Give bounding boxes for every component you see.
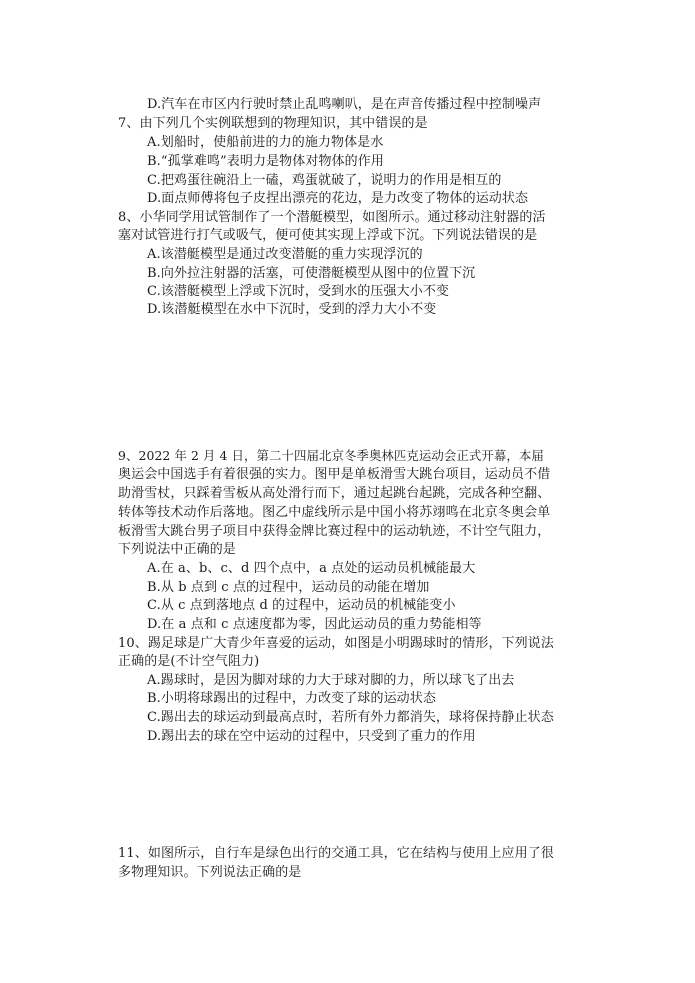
q7-option-b: B.“孤掌难鸣”表明力是物体对物体的作用 [147, 154, 384, 169]
q10-stem-line2: 正确的是(不计空气阻力) [118, 654, 260, 669]
q9-stem-line2: 奥运会中国选手有着很强的实力。图甲是单板滑雪大跳台项目，运动员不借 [118, 467, 551, 482]
q10-option-d: D.踢出去的球在空中运动的过程中，只受到了重力的作用 [147, 729, 476, 744]
q9-stem-line1: 9、2022 年 2 月 4 日，第二十四届北京冬季奥林匹克运动会正式开幕，本届 [118, 448, 544, 463]
q9-stem-line6: 下列说法中正确的是 [118, 542, 236, 557]
q9-option-d: D.在 a 点和 c 点速度都为零，因此运动员的重力势能相等 [147, 617, 482, 632]
q9-option-a: A.在 a、b、c、d 四个点中，a 点处的运动员机械能最大 [147, 561, 476, 576]
q10-option-c: C.踢出去的球运动到最高点时，若所有外力都消失，球将保持静止状态 [147, 710, 554, 725]
q8-option-b: B.向外拉注射器的活塞，可使潜艇模型从图中的位置下沉 [147, 266, 476, 281]
q11-stem-line2: 多物理知识。下列说法正确的是 [118, 865, 302, 880]
q8-stem-line1: 8、小华同学用试管制作了一个潜艇模型，如图所示。通过移动注射器的活 [118, 210, 546, 225]
q9-stem-line5: 板滑雪大跳台男子项目中获得金牌比赛过程中的运动轨迹，不计空气阻力， [118, 524, 551, 539]
q9-stem-line4: 转体等技术动作后落地。图乙中虚线所示是中国小将苏翊鸣在北京冬奥会单 [118, 505, 551, 520]
q11-stem-line1: 11、如图所示，自行车是绿色出行的交通工具，它在结构与使用上应用了很 [118, 846, 554, 861]
q9-option-c: C.从 c 点到落地点 d 的过程中，运动员的机械能变小 [147, 598, 456, 613]
q8-option-d: D.该潜艇模型在水中下沉时，受到的浮力大小不变 [147, 302, 437, 317]
q7-option-a: A.划船时，使船前进的力的施力物体是水 [147, 135, 384, 150]
q6-option-d: D.汽车在市区内行驶时禁止乱鸣喇叭，是在声音传播过程中控制噪声 [147, 97, 542, 112]
q7-stem: 7、由下列几个实例联想到的物理知识，其中错误的是 [118, 116, 428, 131]
q10-stem-line1: 10、踢足球是广大青少年喜爱的运动，如图是小明踢球时的情形，下列说法 [118, 636, 554, 651]
q10-option-a: A.踢球时，是因为脚对球的力大于球对脚的力，所以球飞了出去 [147, 673, 515, 688]
q8-option-c: C.该潜艇模型上浮或下沉时，受到水的压强大小不变 [147, 284, 450, 299]
q7-option-c: C.把鸡蛋往碗沿上一磕，鸡蛋就破了，说明力的作用是相互的 [147, 173, 502, 188]
q8-option-a: A.该潜艇模型是通过改变潜艇的重力实现浮沉的 [147, 247, 423, 262]
q10-option-b: B.小明将球踢出的过程中，力改变了球的运动状态 [147, 691, 436, 706]
q7-option-d: D.面点师傅将包子皮捏出漂亮的花边，是力改变了物体的运动状态 [147, 191, 529, 206]
q9-stem-line3: 助滑雪杖，只踩着雪板从高处滑行而下，通过起跳台起跳，完成各种空翻、 [118, 486, 551, 501]
q8-stem-line2: 塞对试管进行打气或吸气，便可使其实现上浮或下沉。下列说法错误的是 [118, 228, 538, 243]
q9-option-b: B.从 b 点到 c 点的过程中，运动员的动能在增加 [147, 580, 430, 595]
